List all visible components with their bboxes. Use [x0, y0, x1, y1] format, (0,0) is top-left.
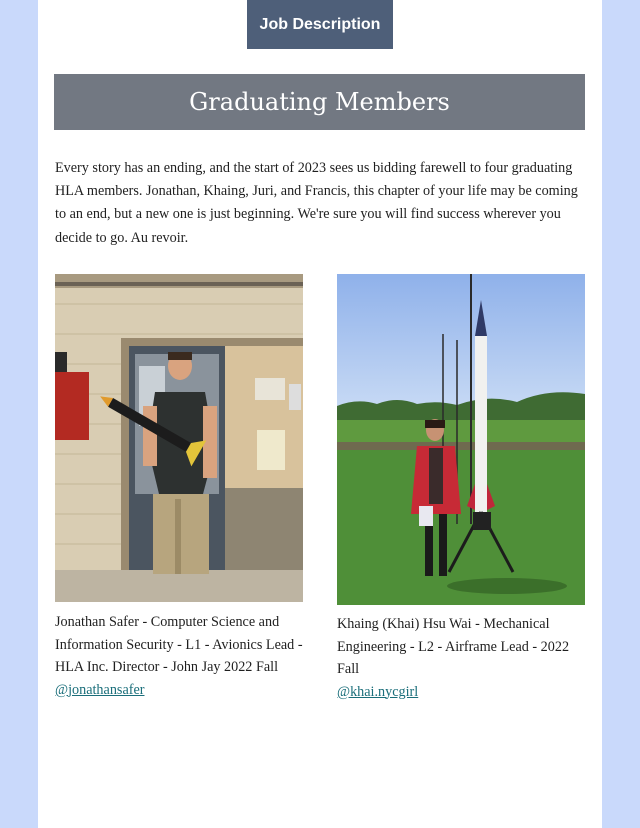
newsletter-page — [38, 0, 602, 828]
member-caption-text: Khaing (Khai) Hsu Wai - Mechanical Engineering - L2 - Airframe Lead - 2022 Fall — [337, 616, 570, 677]
intro-paragraph: Every story has an ending, and the start of 2023 sees us bidding farewell to four graduating HLA members. Jonathan, Khaing, Juri, and Francis, this chapter of your life may be coming to an end, but a new one is just beginning. We're sure you will find success wherever you decide to go. Au revoir. — [55, 160, 578, 246]
job-description-button[interactable]: Job Description — [247, 0, 393, 49]
member-photo-khaing — [337, 274, 585, 605]
member-handle-link[interactable]: @khai.nycgirl — [337, 683, 419, 700]
section-title: Graduating Members — [189, 88, 450, 116]
member-caption-khaing — [337, 613, 575, 703]
member-caption-text: Jonathan Safer - Computer Science and Information Security - L1 - Avionics Lead - HLA Inc. Director - John Jay 2022 Fall — [55, 614, 303, 675]
member-handle-link[interactable]: @jonathansafer — [55, 681, 145, 698]
member-photo-jonathan — [55, 274, 303, 602]
member-caption-jonathan — [55, 611, 317, 701]
section-title-bar — [54, 74, 585, 130]
